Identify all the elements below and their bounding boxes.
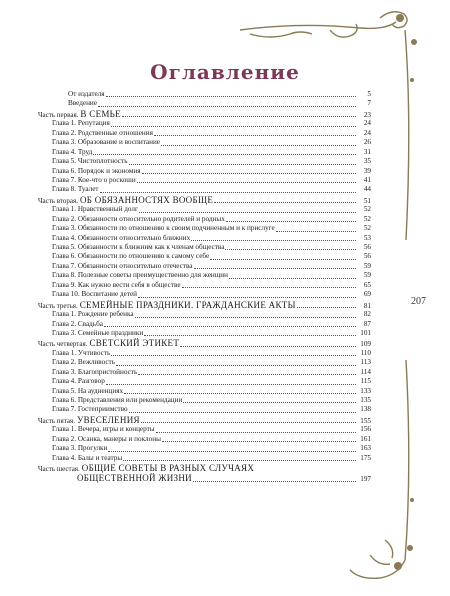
toc-entry-label: Глава 1. Нравственный долг	[52, 205, 138, 214]
toc-page-number: 155	[360, 416, 371, 425]
toc-page-number: 23	[363, 110, 371, 119]
rose-ornament	[410, 498, 414, 502]
dot-leader	[135, 311, 356, 318]
dot-leader	[156, 426, 356, 433]
toc-chapter-entry	[38, 454, 371, 463]
toc-page-number: 175	[360, 453, 371, 462]
part-prefix: Часть вторая.	[38, 196, 78, 205]
toc-entry-label: Глава 2. Родственные отношения	[52, 128, 153, 137]
dot-leader	[226, 215, 356, 222]
toc-chapter-entry	[38, 435, 371, 444]
toc-chapter-entry	[38, 329, 371, 338]
page-title: Оглавление	[150, 60, 300, 84]
toc-part-heading	[38, 301, 371, 310]
dot-leader	[124, 387, 356, 394]
dot-leader	[154, 129, 356, 136]
dot-leader	[183, 396, 356, 403]
rose-ornament	[407, 545, 413, 551]
toc-page-number: 56	[363, 243, 371, 251]
toc-chapter-entry	[38, 234, 371, 243]
toc-chapter-entry	[38, 224, 371, 233]
toc-page-number: 81	[363, 301, 371, 310]
dot-leader	[191, 234, 356, 241]
toc-page-number: 135	[360, 396, 371, 404]
toc-page-number: 24	[363, 119, 371, 128]
toc-entry-label: Введение	[68, 99, 97, 108]
toc-entry-label: Глава 3. Обязанности по отношению к своим подчиненным и к прислуге	[52, 224, 275, 233]
toc-page-number: 39	[363, 166, 371, 175]
toc-part-heading	[38, 339, 371, 348]
part-title: СЕМЕЙНЫЕ ПРАЗДНИКИ. ГРАЖДАНСКИЕ АКТЫ	[79, 299, 296, 310]
toc-entry-label: Глава 4. Обязанности относительно ближних	[52, 233, 191, 242]
dot-leader	[100, 186, 356, 193]
part-prefix: Часть первая.	[38, 110, 79, 119]
toc-part-heading	[38, 110, 371, 119]
toc-entry-label: Глава 10. Воспитание детей	[52, 290, 138, 299]
toc-entry-label: Глава 1. Вечера, игры и концерты	[52, 425, 155, 434]
toc-chapter-entry	[38, 252, 371, 261]
toc-entry-label: Глава 3. Благопристойность	[52, 367, 138, 376]
toc-entry-label: Глава 3. Образование и воспитание	[52, 138, 161, 147]
toc-entry-label: От издателя	[68, 90, 105, 98]
toc-chapter-entry	[38, 185, 371, 194]
toc-chapter-entry	[38, 368, 371, 377]
toc-page-number: 51	[363, 196, 371, 205]
part-title: УВЕСЕЛЕНИЯ	[76, 414, 140, 425]
toc-part-heading	[38, 464, 371, 484]
toc-chapter-entry	[38, 262, 371, 271]
part-title: ОБЩИЕ СОВЕТЫ В РАЗНЫХ СЛУЧАЯХ	[81, 463, 255, 474]
toc-page-number: 41	[363, 175, 371, 184]
dot-leader	[111, 120, 356, 127]
toc-entry-label: Глава 8. Туалет	[52, 185, 99, 194]
toc-page-number: 197	[360, 475, 371, 484]
dot-leader	[93, 148, 356, 155]
dot-leader	[225, 243, 356, 250]
toc-page-number: 52	[363, 224, 371, 233]
table-of-contents	[38, 90, 371, 484]
toc-entry-label: Глава 4. Труд	[52, 147, 93, 156]
dot-leader	[129, 406, 356, 413]
toc-entry-label: Глава 6. Обязанности по отношению к самому себе	[52, 252, 210, 261]
dot-leader	[122, 110, 356, 117]
part-prefix: Часть пятая.	[38, 416, 75, 425]
part-title: ОБ ОБЯЗАННОСТЯХ ВООБЩЕ	[79, 194, 214, 205]
toc-part-heading	[38, 416, 371, 425]
toc-chapter-entry	[38, 310, 371, 319]
dot-leader	[141, 416, 356, 423]
toc-entry-label: Глава 1. Репутация	[52, 119, 110, 128]
toc-page-number: 35	[363, 157, 371, 166]
toc-chapter-entry	[38, 215, 371, 224]
toc-page-number: 163	[360, 444, 371, 453]
toc-chapter-entry	[38, 320, 371, 329]
toc-entry-label: Глава 7. Гостеприимство	[52, 405, 128, 414]
toc-entry-label: Глава 3. Семейные праздники	[52, 328, 144, 337]
toc-chapter-entry	[38, 205, 371, 214]
part-title: В СЕМЬЕ	[80, 108, 121, 119]
dot-leader	[182, 281, 356, 288]
toc-entry-label: Глава 1. Учтивость	[52, 348, 111, 357]
toc-page-number: 115	[360, 377, 371, 386]
toc-page-number: 59	[363, 261, 371, 270]
dot-leader	[139, 206, 356, 213]
toc-page-number: 156	[360, 425, 371, 434]
toc-chapter-entry	[38, 444, 371, 453]
dot-leader	[111, 349, 356, 356]
toc-chapter-entry	[38, 387, 371, 396]
toc-chapter-entry	[38, 358, 371, 367]
toc-page-number: 53	[363, 233, 371, 242]
part-prefix: Часть четвертая.	[38, 340, 88, 349]
toc-chapter-entry	[38, 148, 371, 157]
toc-entry-label: Глава 6. Представления или рекомендации	[52, 396, 183, 404]
dot-leader	[98, 100, 356, 107]
dot-leader	[210, 253, 356, 260]
dot-leader	[123, 454, 356, 461]
rose-ornament	[396, 14, 404, 22]
toc-chapter-entry	[38, 138, 371, 147]
toc-chapter-entry	[38, 119, 371, 128]
dot-leader	[129, 158, 356, 165]
toc-part-heading	[38, 196, 371, 205]
part-title-continued: ОБЩЕСТВЕННОЙ ЖИЗНИ	[77, 473, 192, 484]
dot-leader	[229, 272, 356, 279]
dot-leader	[214, 196, 356, 203]
dot-leader	[144, 329, 356, 336]
page-number: 207	[411, 296, 426, 307]
toc-page-number: 65	[363, 280, 371, 289]
rose-ornament	[394, 562, 402, 570]
dot-leader	[106, 90, 356, 97]
toc-entry-label: Глава 1. Рождение ребенка	[52, 310, 134, 319]
toc-chapter-entry	[38, 425, 371, 434]
toc-page-number: 5	[367, 90, 371, 98]
toc-page-number: 69	[363, 290, 371, 299]
toc-page-number: 109	[360, 340, 371, 349]
part-prefix: Часть третья.	[38, 301, 78, 310]
rose-ornament	[411, 39, 417, 45]
toc-chapter-entry	[38, 157, 371, 166]
dot-leader	[276, 225, 356, 232]
toc-page-number: 138	[360, 405, 371, 414]
part-title: СВЕТСКИЙ ЭТИКЕТ	[89, 338, 180, 349]
toc-page-number: 101	[360, 328, 371, 337]
toc-page-number: 26	[363, 138, 371, 147]
toc-page-number: 52	[363, 205, 371, 214]
toc-page-number: 82	[363, 310, 371, 319]
toc-intro-entry	[38, 99, 371, 108]
toc-entry-label: Глава 5. Обязанности к ближним как к членам общества	[52, 243, 225, 251]
dot-leader	[104, 320, 356, 327]
toc-page-number: 56	[363, 252, 371, 261]
dot-leader	[194, 262, 357, 269]
toc-entry-label: Глава 4. Разговор	[52, 377, 105, 386]
dot-leader	[108, 445, 356, 452]
toc-entry-label: Глава 2. Свадьба	[52, 319, 103, 328]
toc-chapter-entry	[38, 405, 371, 414]
toc-chapter-entry	[38, 396, 371, 405]
dot-leader	[138, 368, 356, 375]
toc-page-number: 31	[363, 147, 371, 156]
toc-chapter-entry	[38, 377, 371, 386]
toc-entry-label: Глава 4. Балы и театры	[52, 453, 123, 462]
toc-chapter-entry	[38, 271, 371, 280]
dot-leader	[297, 301, 356, 308]
toc-page-number: 52	[363, 214, 371, 223]
toc-entry-label: Глава 5. На аудиенциях	[52, 386, 124, 395]
toc-page-number: 24	[363, 128, 371, 137]
toc-entry-label: Глава 2. Вежливость	[52, 358, 115, 367]
toc-page-number: 110	[360, 348, 371, 357]
toc-page-number: 44	[363, 185, 371, 194]
toc-page-number: 113	[360, 358, 371, 367]
toc-page-number: 59	[363, 271, 371, 280]
dot-leader	[162, 435, 356, 442]
toc-entry-label: Глава 5. Чистоплотность	[52, 157, 128, 166]
dot-leader	[137, 176, 356, 183]
toc-entry-label: Глава 3. Прогулки	[52, 444, 108, 453]
toc-chapter-entry	[38, 176, 371, 185]
toc-intro-entry	[38, 90, 371, 99]
dot-leader	[193, 475, 356, 482]
dot-leader	[116, 359, 356, 366]
toc-entry-label: Глава 7. Обязанности относительно отечества	[52, 261, 193, 270]
dot-leader	[161, 139, 356, 146]
dot-leader	[142, 167, 356, 174]
dot-leader	[138, 291, 356, 298]
part-prefix: Часть шестая.	[38, 465, 80, 474]
toc-chapter-entry	[38, 290, 371, 299]
toc-chapter-entry	[38, 243, 371, 252]
toc-chapter-entry	[38, 129, 371, 138]
toc-entry-label: Глава 8. Полезные советы преимущественно для женщин	[52, 271, 228, 280]
toc-entry-label: Глава 9. Как нужно вести себя в обществе	[52, 280, 181, 289]
dot-leader	[180, 340, 356, 347]
toc-chapter-entry	[38, 167, 371, 176]
toc-page-number: 7	[367, 99, 371, 108]
toc-entry-label: Глава 2. Осанка, манеры и поклоны	[52, 434, 161, 443]
toc-page-number: 87	[363, 319, 371, 328]
toc-entry-label: Глава 2. Обязанности относительно родителей и родных	[52, 214, 225, 223]
toc-page-number: 114	[360, 367, 371, 376]
toc-chapter-entry	[38, 349, 371, 358]
dot-leader	[106, 378, 356, 385]
toc-chapter-entry	[38, 281, 371, 290]
toc-entry-label: Глава 7. Кое-что о роскоши	[52, 175, 136, 184]
toc-page-number: 161	[360, 434, 371, 443]
toc-entry-label: Глава 6. Порядок и экономия	[52, 166, 141, 175]
toc-page-number: 133	[360, 386, 371, 395]
